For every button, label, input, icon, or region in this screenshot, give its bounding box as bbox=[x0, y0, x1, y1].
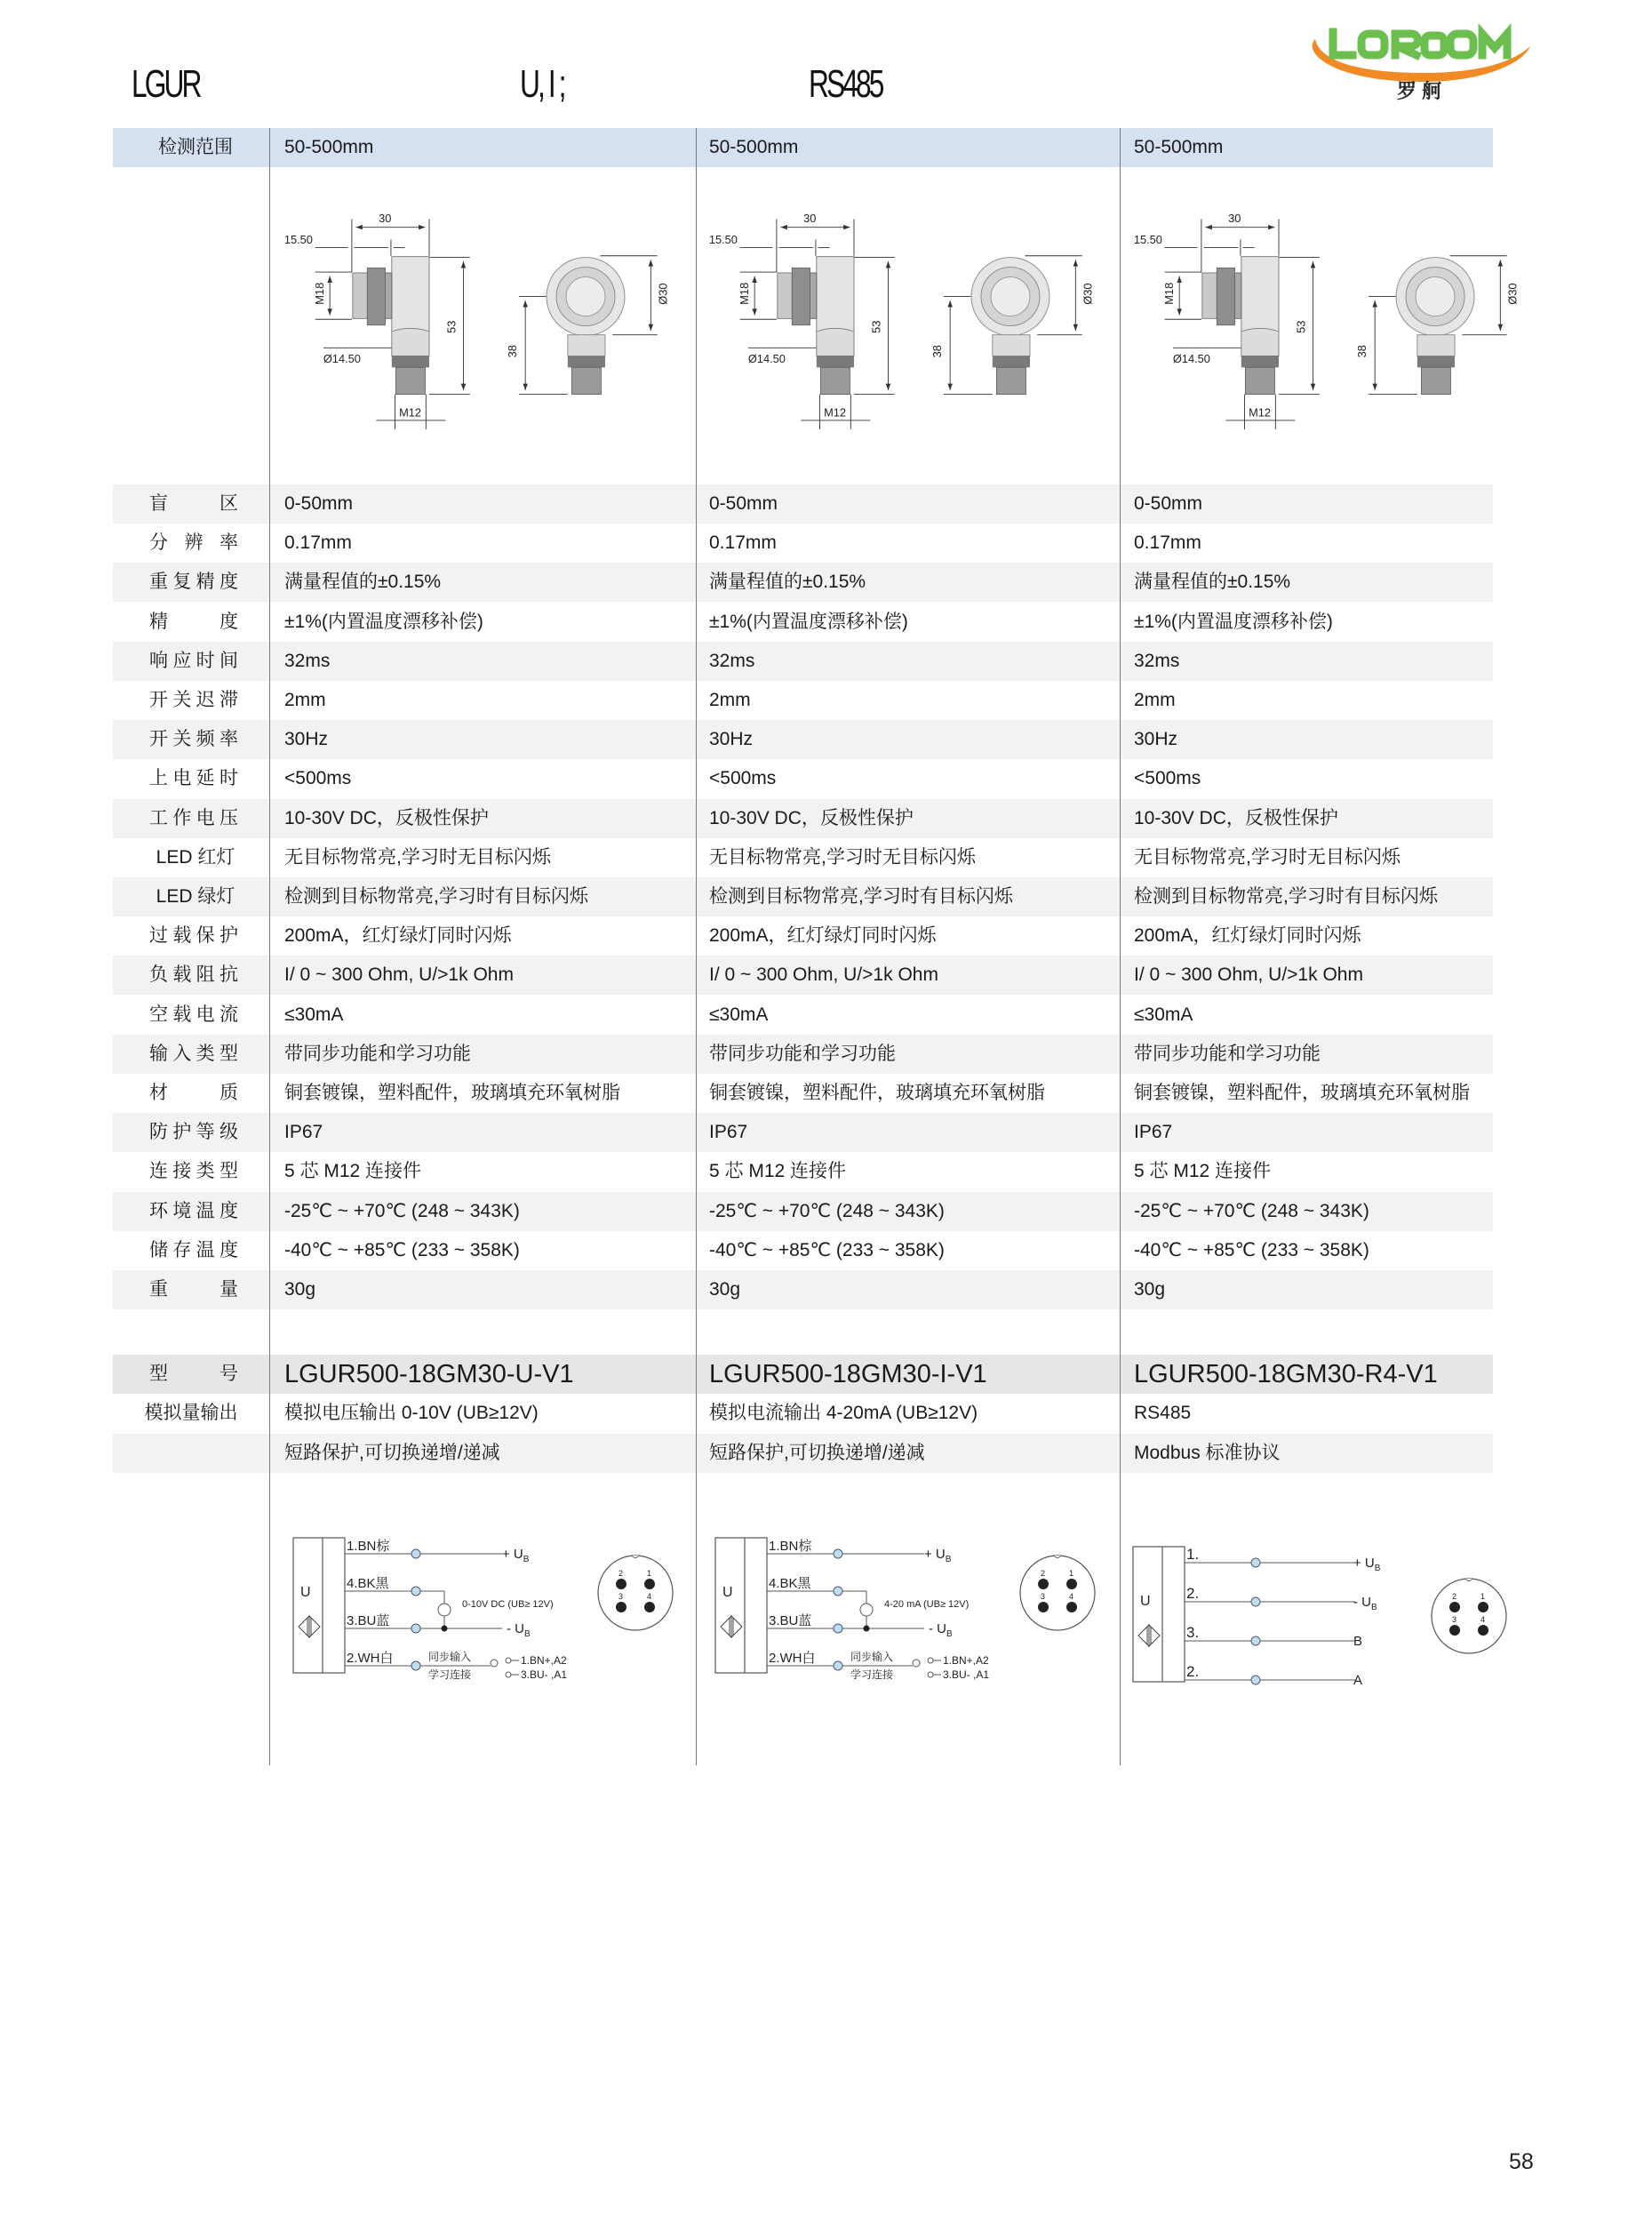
spec-value-i: ≤30mA bbox=[709, 1004, 769, 1025]
dimension-drawing bbox=[283, 203, 674, 431]
spec-label: 盲 区 bbox=[149, 493, 238, 514]
title-outputs: U, I ; bbox=[520, 62, 564, 106]
spec-value-rs485: 30Hz bbox=[1134, 729, 1178, 750]
svg-text:1.BN棕: 1.BN棕 bbox=[347, 1539, 390, 1554]
svg-text:Ø30: Ø30 bbox=[1081, 283, 1095, 305]
svg-text:30: 30 bbox=[379, 212, 392, 226]
spec-value-rs485: 满量程值的±0.15% bbox=[1134, 572, 1291, 593]
svg-text:M18: M18 bbox=[312, 282, 326, 305]
spec-label: 分 辨 率 bbox=[149, 532, 238, 554]
spec-value-rs485: 200mA，红灯绿灯同时闪烁 bbox=[1134, 925, 1361, 947]
spec-value-u: ±1%(内置温度漂移补偿) bbox=[284, 611, 483, 632]
model-label: 型 号 bbox=[149, 1364, 238, 1384]
spec-value-u: 30Hz bbox=[284, 729, 329, 750]
spec-value-i: I/ 0 ~ 300 Ohm, U/>1k Ohm bbox=[709, 964, 938, 986]
spec-label: 工作电压 bbox=[149, 807, 238, 828]
svg-text:3.BU蓝: 3.BU蓝 bbox=[769, 1613, 812, 1628]
spec-label: 连接类型 bbox=[149, 1161, 238, 1182]
spec-label: 材 质 bbox=[149, 1083, 238, 1103]
wiring-diagram-u bbox=[284, 1511, 684, 1689]
svg-text:1.BN+,A2: 1.BN+,A2 bbox=[521, 1654, 567, 1667]
svg-text:3: 3 bbox=[1041, 1592, 1046, 1601]
spec-label: 过载保护 bbox=[149, 925, 238, 947]
svg-text:M12: M12 bbox=[1249, 405, 1272, 420]
output-label: 模拟量输出 bbox=[144, 1403, 238, 1423]
spec-value-u: 200mA，红灯绿灯同时闪烁 bbox=[284, 925, 512, 947]
svg-text:53: 53 bbox=[444, 320, 459, 333]
svg-text:4: 4 bbox=[647, 1592, 652, 1601]
spec-value-rs485: 32ms bbox=[1134, 650, 1180, 671]
spec-value-i: 0.17mm bbox=[709, 532, 777, 554]
spec-label: 储存温度 bbox=[149, 1239, 238, 1260]
svg-text:2.WH白: 2.WH白 bbox=[347, 1651, 394, 1666]
spec-value-i: 32ms bbox=[709, 650, 755, 671]
spec-value-rs485: 5 芯 M12 连接件 bbox=[1134, 1161, 1272, 1182]
spec-value-u: ≤30mA bbox=[284, 1004, 344, 1025]
spec-value-rs485: 铜套镀镍，塑料配件，玻璃填充环氧树脂 bbox=[1134, 1083, 1470, 1103]
spec-value-u: 检测到目标物常亮,学习时有目标闪烁 bbox=[284, 886, 588, 907]
svg-text:30: 30 bbox=[803, 212, 817, 226]
spec-value-u: 铜套镀镍，塑料配件，玻璃填充环氧树脂 bbox=[284, 1083, 620, 1103]
spec-label: 精 度 bbox=[149, 611, 238, 632]
spec-value-i: 5 芯 M12 连接件 bbox=[709, 1161, 847, 1182]
spec-value-i: 带同步功能和学习功能 bbox=[709, 1043, 896, 1064]
svg-text:1: 1 bbox=[1069, 1569, 1074, 1578]
spec-value-u: 无目标物常亮,学习时无目标闪烁 bbox=[284, 846, 551, 868]
svg-text:3.BU- ,A1: 3.BU- ,A1 bbox=[943, 1668, 990, 1681]
range-value-u: 50-500mm bbox=[284, 137, 374, 157]
spec-label: 空载电流 bbox=[149, 1004, 238, 1025]
column-divider-3 bbox=[1120, 128, 1121, 1765]
spec-value-rs485: I/ 0 ~ 300 Ohm, U/>1k Ohm bbox=[1134, 964, 1363, 986]
spec-value-rs485: 2mm bbox=[1134, 690, 1176, 710]
spec-value-rs485: 检测到目标物常亮,学习时有目标闪烁 bbox=[1134, 886, 1438, 907]
output-i: 模拟电流输出 4-20mA (UB≥12V) bbox=[709, 1403, 978, 1423]
dimension-drawing-rs485 bbox=[1132, 203, 1523, 443]
spec-value-rs485: 30g bbox=[1134, 1279, 1166, 1300]
range-label: 检测范围 bbox=[158, 137, 233, 157]
spec-value-i: <500ms bbox=[709, 768, 777, 789]
output2-i: 短路保护,可切换递增/递减 bbox=[709, 1443, 925, 1463]
svg-text:1: 1 bbox=[1480, 1592, 1486, 1601]
svg-text:2: 2 bbox=[619, 1569, 624, 1578]
spec-value-i: IP67 bbox=[709, 1122, 748, 1143]
svg-text:15.50: 15.50 bbox=[708, 233, 738, 246]
output2-u: 短路保护,可切换递增/递减 bbox=[284, 1443, 500, 1463]
svg-text:- UB: - $U_B$ bbox=[1353, 1595, 1377, 1612]
svg-text:+ UB: + $U_B$ bbox=[924, 1547, 952, 1564]
spec-value-u: 10-30V DC，反极性保护 bbox=[284, 807, 489, 828]
svg-text:3.BU- ,A1: 3.BU- ,A1 bbox=[521, 1668, 568, 1681]
svg-text:53: 53 bbox=[1294, 320, 1308, 333]
dimension-drawing-u bbox=[283, 203, 674, 443]
svg-text:1: 1 bbox=[647, 1569, 652, 1578]
svg-text:1.: 1. bbox=[1186, 1546, 1200, 1563]
svg-text:B: B bbox=[1353, 1634, 1363, 1649]
svg-text:2.WH白: 2.WH白 bbox=[769, 1651, 816, 1666]
spec-value-u: 带同步功能和学习功能 bbox=[284, 1043, 471, 1064]
spec-value-u: I/ 0 ~ 300 Ohm, U/>1k Ohm bbox=[284, 964, 514, 986]
spec-value-u: 2mm bbox=[284, 690, 326, 710]
svg-text:2: 2 bbox=[1452, 1592, 1457, 1601]
spec-value-rs485: IP67 bbox=[1134, 1122, 1173, 1143]
output-u: 模拟电压输出 0-10V (UB≥12V) bbox=[284, 1403, 539, 1423]
svg-text:38: 38 bbox=[1355, 345, 1369, 358]
spec-value-u: 30g bbox=[284, 1279, 316, 1300]
spec-value-i: -25℃ ~ +70℃ (248 ~ 343K) bbox=[709, 1200, 945, 1221]
svg-text:+ UB: + $U_B$ bbox=[502, 1547, 530, 1564]
spec-value-rs485: 10-30V DC，反极性保护 bbox=[1134, 807, 1338, 828]
lordom-logo bbox=[1297, 12, 1546, 101]
svg-text:38: 38 bbox=[930, 345, 945, 358]
spec-label: 环境温度 bbox=[149, 1200, 238, 1221]
svg-text:M12: M12 bbox=[399, 405, 422, 420]
wiring-diagram-rs485 bbox=[1124, 1511, 1524, 1689]
svg-text:15.50: 15.50 bbox=[283, 233, 313, 246]
spec-value-i: 30Hz bbox=[709, 729, 754, 750]
column-divider-2 bbox=[696, 128, 697, 1765]
spec-value-u: IP67 bbox=[284, 1122, 323, 1143]
spec-label: LED 绿灯 bbox=[156, 886, 235, 907]
svg-text:Ø30: Ø30 bbox=[1505, 283, 1520, 305]
svg-text:4-20 mA (UB≥ 12V): 4-20 mA (UB≥ 12V) bbox=[884, 1599, 970, 1610]
spec-value-i: 2mm bbox=[709, 690, 751, 710]
spec-value-u: -40℃ ~ +85℃ (233 ~ 358K) bbox=[284, 1239, 520, 1260]
output-rs485: RS485 bbox=[1134, 1403, 1192, 1423]
model-u: LGUR500-18GM30-U-V1 bbox=[284, 1360, 574, 1388]
svg-text:M18: M18 bbox=[1161, 282, 1176, 305]
spec-value-rs485: 0-50mm bbox=[1134, 493, 1203, 514]
svg-text:+ UB: + $U_B$ bbox=[1353, 1556, 1381, 1573]
page-number: 58 bbox=[1509, 2149, 1534, 2174]
spec-label: 输入类型 bbox=[149, 1043, 238, 1064]
spec-value-rs485: 无目标物常亮,学习时无目标闪烁 bbox=[1134, 846, 1401, 868]
svg-text:0-10V DC (UB≥ 12V): 0-10V DC (UB≥ 12V) bbox=[462, 1599, 554, 1610]
svg-text:- UB: - $U_B$ bbox=[507, 1621, 531, 1639]
spec-label: 上电延时 bbox=[149, 768, 238, 789]
svg-text:3.: 3. bbox=[1186, 1624, 1200, 1641]
spec-value-u: 32ms bbox=[284, 650, 331, 671]
svg-text:学习连接: 学习连接 bbox=[850, 1668, 894, 1681]
spec-value-u: 5 芯 M12 连接件 bbox=[284, 1161, 422, 1182]
spec-value-i: 0-50mm bbox=[709, 493, 778, 514]
spec-row-band bbox=[113, 1270, 1493, 1309]
spec-label: 响应时间 bbox=[149, 650, 238, 671]
svg-text:2.: 2. bbox=[1186, 1585, 1200, 1602]
title-interface: RS485 bbox=[809, 62, 882, 106]
svg-text:4: 4 bbox=[1480, 1615, 1486, 1624]
spec-value-i: 无目标物常亮,学习时无目标闪烁 bbox=[709, 846, 976, 868]
spec-value-rs485: ±1%(内置温度漂移补偿) bbox=[1134, 611, 1333, 632]
svg-text:学习连接: 学习连接 bbox=[428, 1668, 472, 1681]
dimension-drawing bbox=[1132, 203, 1523, 431]
spec-value-i: 铜套镀镍，塑料配件，玻璃填充环氧树脂 bbox=[709, 1083, 1045, 1103]
spec-label: 负载阻抗 bbox=[149, 964, 238, 986]
svg-text:M18: M18 bbox=[737, 282, 751, 305]
spec-value-i: -40℃ ~ +85℃ (233 ~ 358K) bbox=[709, 1239, 945, 1260]
spec-label: 开关迟滞 bbox=[149, 690, 238, 710]
wiring-svg bbox=[706, 1511, 1106, 1689]
svg-text:4.BK黑: 4.BK黑 bbox=[347, 1576, 389, 1591]
svg-text:38: 38 bbox=[506, 345, 520, 358]
svg-text:4: 4 bbox=[1069, 1592, 1074, 1601]
spec-value-rs485: -25℃ ~ +70℃ (248 ~ 343K) bbox=[1134, 1200, 1369, 1221]
svg-text:4.BK黑: 4.BK黑 bbox=[769, 1576, 811, 1591]
svg-text:Ø14.50: Ø14.50 bbox=[747, 351, 786, 365]
svg-text:A: A bbox=[1353, 1673, 1363, 1688]
spec-value-rs485: <500ms bbox=[1134, 768, 1201, 789]
model-rs485: LGUR500-18GM30-R4-V1 bbox=[1134, 1360, 1438, 1388]
svg-text:同步输入: 同步输入 bbox=[428, 1651, 472, 1663]
spec-value-u: 满量程值的±0.15% bbox=[284, 572, 442, 593]
svg-text:53: 53 bbox=[869, 320, 883, 333]
svg-text:15.50: 15.50 bbox=[1133, 233, 1162, 246]
spec-label: LED 红灯 bbox=[156, 846, 235, 868]
wiring-svg bbox=[1124, 1511, 1524, 1689]
spec-value-i: 检测到目标物常亮,学习时有目标闪烁 bbox=[709, 886, 1013, 907]
spec-value-i: ±1%(内置温度漂移补偿) bbox=[709, 611, 908, 632]
dimension-drawing bbox=[707, 203, 1098, 431]
spec-value-u: 0.17mm bbox=[284, 532, 352, 554]
title-series: LGUR bbox=[132, 62, 200, 106]
spec-label: 防护等级 bbox=[149, 1122, 238, 1143]
spec-value-rs485: 带同步功能和学习功能 bbox=[1134, 1043, 1321, 1064]
spec-value-rs485: 0.17mm bbox=[1134, 532, 1201, 554]
spec-value-i: 30g bbox=[709, 1279, 741, 1300]
wiring-svg bbox=[284, 1511, 684, 1689]
svg-text:30: 30 bbox=[1228, 212, 1241, 226]
spec-value-u: -25℃ ~ +70℃ (248 ~ 343K) bbox=[284, 1200, 520, 1221]
column-divider-1 bbox=[269, 128, 270, 1765]
svg-text:同步输入: 同步输入 bbox=[850, 1651, 894, 1663]
svg-text:- UB: - $U_B$ bbox=[929, 1621, 953, 1639]
spec-value-u: <500ms bbox=[284, 768, 352, 789]
logo-chinese: 罗 舸 bbox=[1397, 80, 1442, 101]
svg-text:2.: 2. bbox=[1186, 1663, 1200, 1680]
range-value-i: 50-500mm bbox=[709, 137, 799, 157]
spec-value-i: 10-30V DC，反极性保护 bbox=[709, 807, 914, 828]
output2-rs485: Modbus 标准协议 bbox=[1134, 1443, 1281, 1463]
spec-value-i: 200mA，红灯绿灯同时闪烁 bbox=[709, 925, 937, 947]
svg-text:U: U bbox=[1140, 1594, 1151, 1609]
spec-value-i: 满量程值的±0.15% bbox=[709, 572, 866, 593]
svg-text:Ø30: Ø30 bbox=[656, 283, 670, 305]
spec-label: 重复精度 bbox=[149, 572, 238, 593]
svg-text:2: 2 bbox=[1041, 1569, 1046, 1578]
svg-text:Ø14.50: Ø14.50 bbox=[323, 351, 361, 365]
range-value-rs485: 50-500mm bbox=[1134, 137, 1224, 157]
svg-text:U: U bbox=[722, 1585, 733, 1600]
svg-text:3.BU蓝: 3.BU蓝 bbox=[347, 1613, 390, 1628]
spec-label: 开关频率 bbox=[149, 729, 238, 750]
svg-text:3: 3 bbox=[619, 1592, 624, 1601]
svg-text:3: 3 bbox=[1452, 1615, 1457, 1624]
spec-value-rs485: ≤30mA bbox=[1134, 1004, 1193, 1025]
dimension-drawing-i bbox=[707, 203, 1098, 443]
wiring-diagram-i bbox=[706, 1511, 1106, 1689]
svg-text:1.BN+,A2: 1.BN+,A2 bbox=[943, 1654, 989, 1667]
model-i: LGUR500-18GM30-I-V1 bbox=[709, 1360, 987, 1388]
svg-text:Ø14.50: Ø14.50 bbox=[1172, 351, 1210, 365]
spec-label: 重 量 bbox=[149, 1279, 238, 1300]
spec-value-u: 0-50mm bbox=[284, 493, 354, 514]
svg-text:U: U bbox=[300, 1585, 311, 1600]
spec-value-rs485: -40℃ ~ +85℃ (233 ~ 358K) bbox=[1134, 1239, 1369, 1260]
svg-text:1.BN棕: 1.BN棕 bbox=[769, 1539, 812, 1554]
svg-text:M12: M12 bbox=[824, 405, 847, 420]
